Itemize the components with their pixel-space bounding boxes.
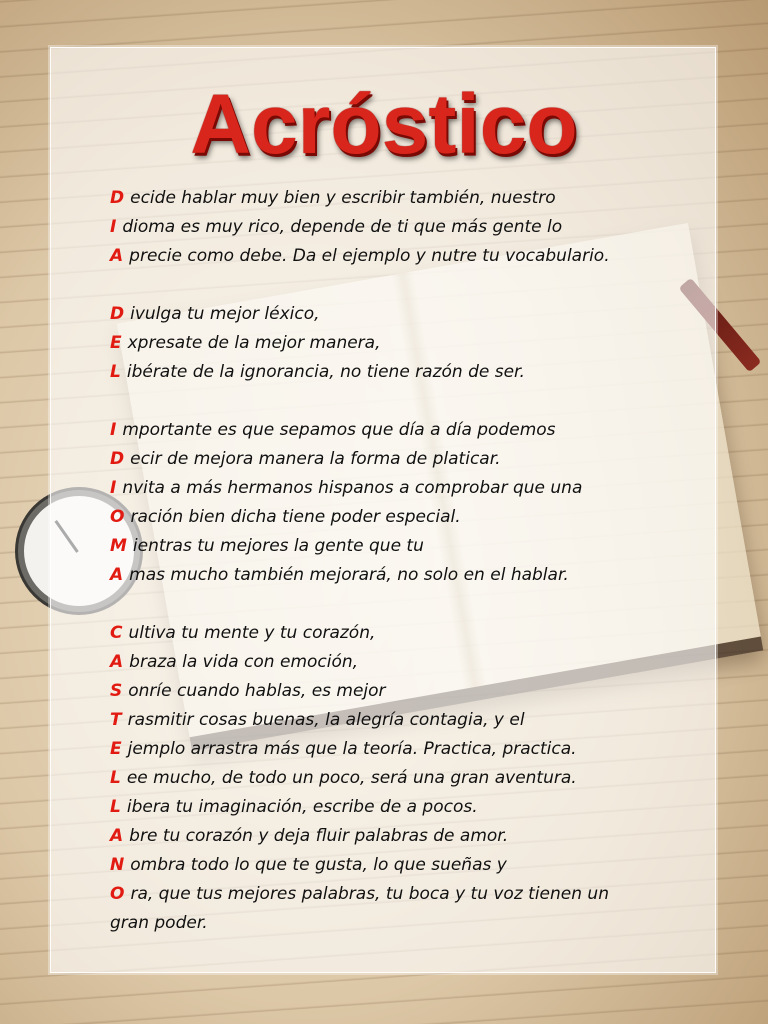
acrostic-initial: L: [110, 797, 121, 817]
stanza-gap: [110, 271, 710, 300]
acrostic-initial: N: [110, 855, 125, 875]
line-text: ra, que tus mejores palabras, tu boca y tu voz tienen un: [130, 884, 609, 904]
poem-line: [110, 735, 710, 764]
poem-line: [110, 851, 710, 880]
acrostic-initial: I: [110, 420, 117, 440]
line-text: bre tu corazón y deja fluir palabras de amor.: [129, 826, 509, 846]
stanza-gap: [110, 590, 710, 619]
poem-line: [110, 793, 710, 822]
poem-line: [110, 184, 710, 213]
poem-line: [110, 706, 710, 735]
poem-line: [110, 213, 710, 242]
poem-line: [110, 329, 710, 358]
line-text: gran poder.: [110, 913, 208, 933]
poem-line: [110, 909, 710, 938]
acrostic-initial: I: [110, 478, 117, 498]
page-title: Acróstico: [190, 77, 578, 171]
line-text: ración bien dicha tiene poder especial.: [130, 507, 461, 527]
line-text: ee mucho, de todo un poco, será una gran aventura.: [126, 768, 577, 788]
line-text: xpresate de la mejor manera,: [127, 333, 381, 353]
acrostic-initial: O: [110, 507, 125, 527]
poem-line: [110, 416, 710, 445]
line-text: rasmitir cosas buenas, la alegría contagia, y el: [127, 710, 525, 730]
line-text: dioma es muy rico, depende de ti que más gente lo: [122, 217, 563, 237]
poem-line: [110, 445, 710, 474]
line-text: ecide hablar muy bien y escribir también, nuestro: [130, 188, 556, 208]
line-text: mportante es que sepamos que día a día podemos: [122, 420, 556, 440]
acrostic-initial: A: [110, 565, 124, 585]
acrostic-initial: D: [110, 188, 125, 208]
acrostic-initial: O: [110, 884, 125, 904]
line-text: ivulga tu mejor léxico,: [130, 304, 320, 324]
poem-line: [110, 358, 710, 387]
line-text: ombra todo lo que te gusta, lo que sueñas y: [130, 855, 507, 875]
acrostic-initial: L: [110, 362, 121, 382]
line-text: ecir de mejora manera la forma de platicar.: [130, 449, 501, 469]
line-text: ientras tu mejores la gente que tu: [132, 536, 424, 556]
line-text: ultiva tu mente y tu corazón,: [128, 623, 376, 643]
poem-line: [110, 561, 710, 590]
poem-line: [110, 880, 710, 909]
poem-line: [110, 503, 710, 532]
acrostic-initial: D: [110, 449, 125, 469]
poem-line: [110, 619, 710, 648]
poem-line: [110, 474, 710, 503]
acrostic-initial: A: [110, 652, 124, 672]
acrostic-poem: [110, 184, 710, 938]
poem-line: [110, 677, 710, 706]
acrostic-initial: E: [110, 739, 122, 759]
acrostic-initial: D: [110, 304, 125, 324]
line-text: onríe cuando hablas, es mejor: [128, 681, 386, 701]
acrostic-initial: L: [110, 768, 121, 788]
line-text: braza la vida con emoción,: [129, 652, 359, 672]
line-text: ibérate de la ignorancia, no tiene razón de ser.: [126, 362, 525, 382]
acrostic-initial: M: [110, 536, 127, 556]
line-text: nvita a más hermanos hispanos a comprobar que una: [122, 478, 583, 498]
acrostic-initial: T: [110, 710, 122, 730]
acrostic-initial: E: [110, 333, 122, 353]
poem-line: [110, 764, 710, 793]
line-text: mas mucho también mejorará, no solo en el hablar.: [129, 565, 569, 585]
poem-line: [110, 648, 710, 677]
poem-line: [110, 532, 710, 561]
poem-line: [110, 822, 710, 851]
poem-line: [110, 300, 710, 329]
acrostic-initial: S: [110, 681, 123, 701]
line-text: ibera tu imaginación, escribe de a pocos.: [126, 797, 478, 817]
stanza-gap: [110, 387, 710, 416]
line-text: jemplo arrastra más que la teoría. Practica, practica.: [127, 739, 577, 759]
poem-line: [110, 242, 710, 271]
acrostic-initial: A: [110, 826, 124, 846]
acrostic-initial: C: [110, 623, 123, 643]
acrostic-initial: I: [110, 217, 117, 237]
acrostic-initial: A: [110, 246, 124, 266]
line-text: precie como debe. Da el ejemplo y nutre tu vocabulario.: [129, 246, 610, 266]
